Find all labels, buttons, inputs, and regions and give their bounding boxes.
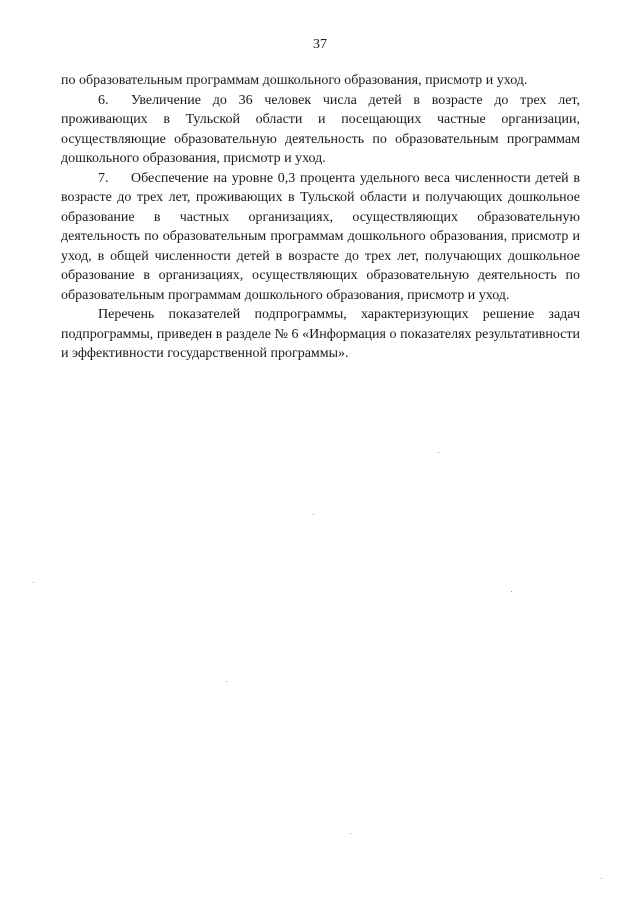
list-item-text: Обеспечение на уровне 0,3 процента удельного веса численности детей в возрасте до трех лет, проживающих в Тульской области и получающих дошкольное образование в частных организациях, осуществляющих образовательную деятельность по образовательным программам дошкольного образования, присмотр и уход, в общей численности детей в возрасте до трех лет, получающих дошкольное образование в организациях, осуществляющих образовательную деятельность по образовательным программам дошкольного образования, присмотр и уход.	[61, 170, 580, 303]
list-item-text: Увеличение до 36 человек числа детей в возрасте до трех лет, проживающих в Тульской области и посещающих частные организации, осуществляющие образовательную деятельность по образовательным программам дошкольного образования, присмотр и уход.	[61, 92, 580, 166]
paragraph-indicators: Перечень показателей подпрограммы, характеризующих решение задач подпрограммы, приведен в разделе № 6 «Информация о показателях результативности и эффективности государственной программы».	[61, 307, 580, 361]
scan-speck	[226, 681, 227, 682]
scan-speck	[601, 878, 602, 879]
paragraph-continuation: по образовательным программам дошкольного образования, присмотр и уход.	[61, 73, 528, 88]
document-body	[61, 71, 580, 364]
list-item-number: 7.	[98, 170, 109, 186]
scan-speck	[33, 582, 34, 583]
list-item-6	[61, 91, 580, 169]
list-item-number: 6.	[98, 92, 109, 108]
scan-speck	[511, 591, 512, 592]
page-number: 37	[313, 37, 327, 52]
scan-speck	[350, 833, 351, 834]
scan-speck	[438, 452, 439, 453]
scan-speck	[313, 514, 314, 515]
list-item-7	[61, 169, 580, 306]
